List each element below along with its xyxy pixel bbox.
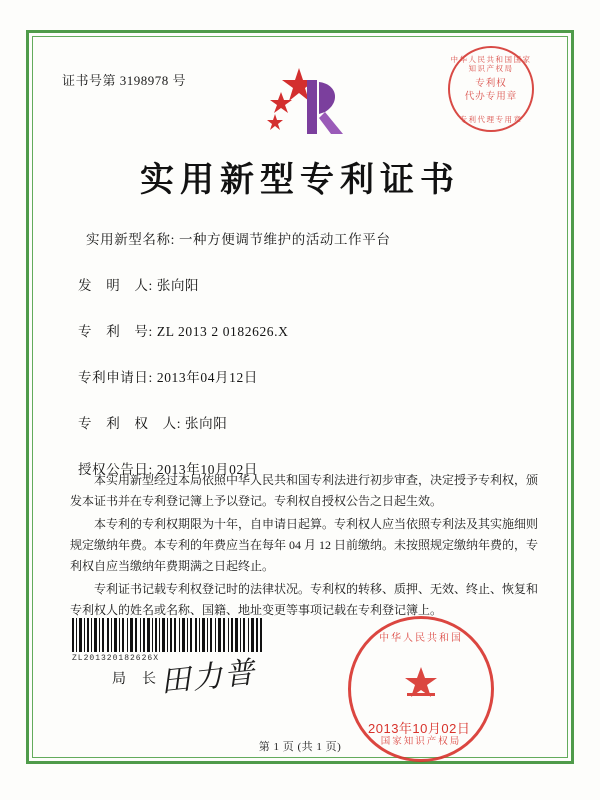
body-paragraph: 专利证书记载专利权登记时的法律状况。专利权的转移、质押、无效、终止、恢复和专利权人的姓名或名称、国籍、地址变更等事项记载在专利登记簿上。 [70, 582, 539, 617]
field-label-filing-date: 专利申请日: [78, 370, 153, 385]
director-signature: 田力普 [158, 656, 258, 699]
field-row [78, 366, 530, 386]
field-label-inventor: 发 明 人: [78, 278, 153, 293]
agency-stamp [448, 46, 534, 132]
official-seal-arc-bottom: 国家知识产权局 [380, 736, 462, 747]
field-value-name: 一种方便调节维护的活动工作平台 [178, 232, 391, 247]
fields-block [78, 228, 530, 504]
field-label-patentee: 专 利 权 人: [78, 416, 182, 431]
agency-stamp-center: 专利权 代办专用章 [464, 78, 518, 102]
field-label-patent-no: 专 利 号: [78, 324, 153, 339]
field-label-name: 实用新型名称: [86, 232, 175, 247]
body-paragraph: 本实用新型经过本局依照中华人民共和国专利法进行初步审查，决定授予专利权，颁发本证书并在专利登记簿上予以登记。专利权自授权公告之日起生效。 [70, 473, 539, 508]
barcode-icon [72, 618, 262, 652]
field-label-grant-date: 授权公告日: [78, 462, 153, 477]
field-row [78, 412, 530, 432]
field-value-patent-no: ZL 2013 2 0182626.X [156, 324, 289, 339]
field-row [78, 320, 530, 340]
certificate-number: 证书号第 3198978 号 [62, 73, 187, 88]
field-row [78, 228, 530, 248]
seal-date: 2013年10月02日 [368, 721, 471, 736]
body-paragraph: 本专利的专利权期限为十年，自申请日起算。专利权人应当依照专利法及其实施细则规定缴纳年费。本专利的年费应当在每年 04 月 12 日前缴纳。未按照规定缴纳年费的，专利权自应当缴纳年费期满之日起终止。 [70, 517, 539, 573]
agency-stamp-arc-top: 中华人民共和国国家知识产权局 [450, 55, 532, 74]
page-title: 实用新型专利证书 [140, 162, 460, 199]
page-footer: 第 1 页 (共 1 页) [258, 741, 342, 753]
body-text [70, 470, 538, 623]
official-seal-arc-top: 中华人民共和国 [379, 633, 463, 644]
field-value-grant-date: 2013年10月02日 [156, 462, 258, 477]
barcode-number: ZL201320182626X [72, 654, 160, 663]
director-label: 局 长 [112, 672, 157, 687]
field-value-inventor: 张向阳 [156, 278, 200, 293]
field-row [78, 274, 530, 294]
field-value-filing-date: 2013年04月12日 [156, 370, 258, 385]
field-value-patentee: 张向阳 [185, 416, 228, 431]
star-emblem-icon [401, 663, 441, 703]
agency-stamp-arc-bottom: 专利代理专用章 [459, 114, 523, 124]
sipo-logo-icon [245, 62, 355, 142]
